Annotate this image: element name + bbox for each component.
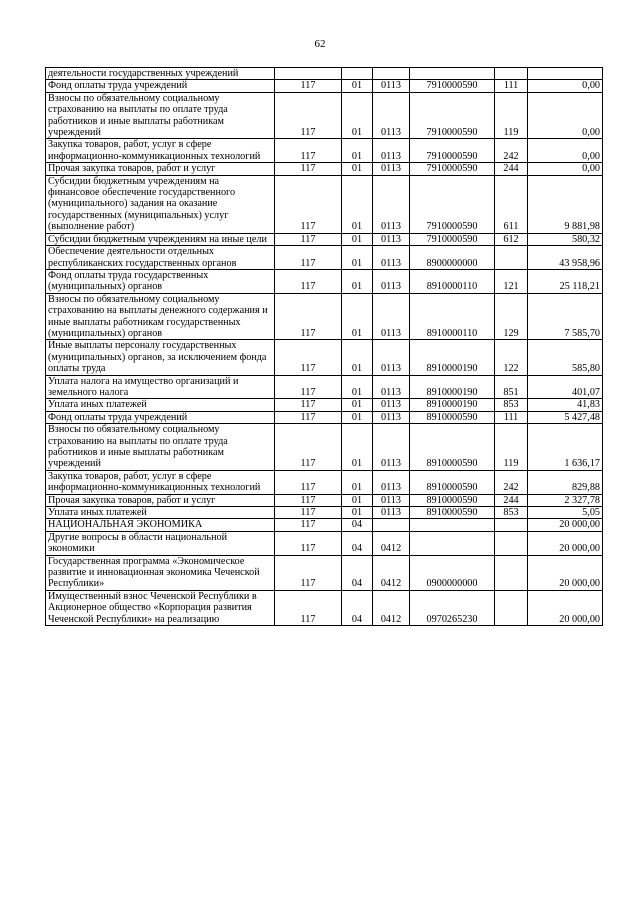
row-section-code: 01: [342, 424, 373, 471]
row-sum: 401,07: [528, 375, 603, 399]
row-name: НАЦИОНАЛЬНАЯ ЭКОНОМИКА: [46, 519, 275, 531]
table-row: [46, 424, 603, 471]
table-row: [46, 519, 603, 531]
table-row: [46, 555, 603, 590]
row-subsection-code: 0412: [373, 555, 410, 590]
row-expense-type-code: 851: [495, 375, 528, 399]
row-gr-code: 117: [275, 399, 342, 411]
table-row: [46, 470, 603, 494]
row-gr-code: 117: [275, 246, 342, 270]
row-sum: 829,88: [528, 470, 603, 494]
row-subsection-code: 0113: [373, 399, 410, 411]
table-row: [46, 399, 603, 411]
row-target-article-code: 8910000590: [410, 470, 495, 494]
row-gr-code: 117: [275, 590, 342, 625]
row-section-code: 01: [342, 507, 373, 519]
row-target-article-code: 8910000110: [410, 293, 495, 340]
row-target-article-code: 7910000590: [410, 139, 495, 163]
row-subsection-code: 0113: [373, 507, 410, 519]
row-gr-code: 117: [275, 519, 342, 531]
row-gr-code: 117: [275, 139, 342, 163]
row-expense-type-code: 244: [495, 494, 528, 506]
row-name: Прочая закупка товаров, работ и услуг: [46, 163, 275, 175]
table-row: [46, 80, 603, 92]
row-gr-code: 117: [275, 555, 342, 590]
table-row: [46, 590, 603, 625]
row-sum: 0,00: [528, 139, 603, 163]
row-target-article-code: 8910000590: [410, 411, 495, 423]
table-row: [46, 246, 603, 270]
row-target-article-code: 7910000590: [410, 80, 495, 92]
row-subsection-code: [373, 68, 410, 80]
row-target-article-code: 8910000590: [410, 424, 495, 471]
row-gr-code: 117: [275, 80, 342, 92]
row-sum: 43 958,96: [528, 246, 603, 270]
row-gr-code: 117: [275, 424, 342, 471]
row-expense-type-code: [495, 531, 528, 555]
row-name: Имущественный взнос Чеченской Республики в Акционерное общество «Корпорация развития Чеченской Республики» на реализацию: [46, 590, 275, 625]
row-name: Взносы по обязательному социальному страхованию на выплаты по оплате труда работников и иные выплаты работникам учреждений: [46, 92, 275, 139]
row-name: Взносы по обязательному социальному страхованию на выплаты по оплате труда работников и иные выплаты работникам учреждений: [46, 424, 275, 471]
row-section-code: 01: [342, 375, 373, 399]
row-name: Уплата иных платежей: [46, 507, 275, 519]
table-row: [46, 340, 603, 375]
row-sum: 20 000,00: [528, 555, 603, 590]
row-gr-code: 117: [275, 269, 342, 293]
row-section-code: 04: [342, 590, 373, 625]
row-expense-type-code: 242: [495, 470, 528, 494]
row-target-article-code: 7910000590: [410, 175, 495, 233]
row-name: Обеспечение деятельности отдельных республиканских государственных органов: [46, 246, 275, 270]
row-subsection-code: 0412: [373, 590, 410, 625]
row-gr-code: 117: [275, 163, 342, 175]
row-gr-code: 117: [275, 470, 342, 494]
row-section-code: 01: [342, 470, 373, 494]
table-row: [46, 375, 603, 399]
row-name: деятельности государственных учреждений: [46, 68, 275, 80]
row-subsection-code: 0113: [373, 92, 410, 139]
row-gr-code: 117: [275, 233, 342, 245]
row-section-code: 01: [342, 399, 373, 411]
row-gr-code: 117: [275, 411, 342, 423]
row-sum: 20 000,00: [528, 531, 603, 555]
row-sum: 2 327,78: [528, 494, 603, 506]
row-subsection-code: [373, 519, 410, 531]
table-row: [46, 293, 603, 340]
row-sum: 585,80: [528, 340, 603, 375]
row-name: Закупка товаров, работ, услуг в сфере информационно-коммуникационных технологий: [46, 139, 275, 163]
row-name: Иные выплаты персоналу государственных (муниципальных) органов, за исключением фонда оплаты труда: [46, 340, 275, 375]
row-name: Субсидии бюджетным учреждениям на иные цели: [46, 233, 275, 245]
row-target-article-code: 8910000190: [410, 375, 495, 399]
row-sum: 25 118,21: [528, 269, 603, 293]
row-section-code: [342, 68, 373, 80]
row-expense-type-code: [495, 246, 528, 270]
row-name: Фонд оплаты труда учреждений: [46, 411, 275, 423]
row-target-article-code: 8910000110: [410, 269, 495, 293]
row-target-article-code: 0970265230: [410, 590, 495, 625]
row-subsection-code: 0113: [373, 293, 410, 340]
row-subsection-code: 0113: [373, 246, 410, 270]
table-row: [46, 507, 603, 519]
row-target-article-code: 7910000590: [410, 92, 495, 139]
row-section-code: 01: [342, 411, 373, 423]
budget-table: [45, 67, 603, 626]
row-subsection-code: 0113: [373, 163, 410, 175]
page-number: 62: [314, 38, 326, 50]
row-section-code: 04: [342, 531, 373, 555]
row-subsection-code: 0113: [373, 340, 410, 375]
row-expense-type-code: 119: [495, 424, 528, 471]
row-section-code: 01: [342, 340, 373, 375]
row-expense-type-code: [495, 519, 528, 531]
row-gr-code: 117: [275, 507, 342, 519]
table-row: [46, 68, 603, 80]
row-expense-type-code: 129: [495, 293, 528, 340]
table-row: [46, 269, 603, 293]
row-subsection-code: 0113: [373, 139, 410, 163]
row-target-article-code: 7910000590: [410, 233, 495, 245]
row-section-code: 01: [342, 163, 373, 175]
table-row: [46, 531, 603, 555]
row-section-code: 01: [342, 233, 373, 245]
row-expense-type-code: 122: [495, 340, 528, 375]
row-expense-type-code: 242: [495, 139, 528, 163]
row-subsection-code: 0113: [373, 80, 410, 92]
table-row: [46, 92, 603, 139]
row-target-article-code: 8910000590: [410, 494, 495, 506]
row-gr-code: 117: [275, 175, 342, 233]
row-sum: 0,00: [528, 80, 603, 92]
row-target-article-code: [410, 531, 495, 555]
row-sum: 5,05: [528, 507, 603, 519]
row-section-code: 04: [342, 519, 373, 531]
row-section-code: 04: [342, 555, 373, 590]
row-sum: 580,32: [528, 233, 603, 245]
row-gr-code: [275, 68, 342, 80]
row-expense-type-code: 853: [495, 507, 528, 519]
row-section-code: 01: [342, 293, 373, 340]
row-sum: 20 000,00: [528, 519, 603, 531]
row-sum: 9 881,98: [528, 175, 603, 233]
row-subsection-code: 0113: [373, 175, 410, 233]
table-row: [46, 411, 603, 423]
row-subsection-code: 0113: [373, 375, 410, 399]
row-expense-type-code: 119: [495, 92, 528, 139]
row-target-article-code: 8900000000: [410, 246, 495, 270]
row-section-code: 01: [342, 175, 373, 233]
row-section-code: 01: [342, 139, 373, 163]
row-section-code: 01: [342, 246, 373, 270]
row-name: Фонд оплаты труда государственных (муниципальных) органов: [46, 269, 275, 293]
table-row: [46, 494, 603, 506]
row-name: Уплата налога на имущество организаций и земельного налога: [46, 375, 275, 399]
row-expense-type-code: 853: [495, 399, 528, 411]
row-target-article-code: [410, 68, 495, 80]
row-expense-type-code: 612: [495, 233, 528, 245]
row-name: Закупка товаров, работ, услуг в сфере информационно-коммуникационных технологий: [46, 470, 275, 494]
row-section-code: 01: [342, 494, 373, 506]
row-gr-code: 117: [275, 293, 342, 340]
row-expense-type-code: 111: [495, 411, 528, 423]
row-expense-type-code: 244: [495, 163, 528, 175]
row-subsection-code: 0113: [373, 424, 410, 471]
row-subsection-code: 0113: [373, 470, 410, 494]
row-sum: 41,83: [528, 399, 603, 411]
row-gr-code: 117: [275, 92, 342, 139]
row-subsection-code: 0412: [373, 531, 410, 555]
row-target-article-code: 8910000190: [410, 340, 495, 375]
row-name: Субсидии бюджетным учреждениям на финансовое обеспечение государственного (муниципального) задания на оказание государственных (муниципальных) услуг (выполнение работ): [46, 175, 275, 233]
row-section-code: 01: [342, 92, 373, 139]
row-gr-code: 117: [275, 340, 342, 375]
row-name: Прочая закупка товаров, работ и услуг: [46, 494, 275, 506]
row-name: Уплата иных платежей: [46, 399, 275, 411]
row-expense-type-code: 111: [495, 80, 528, 92]
row-section-code: 01: [342, 80, 373, 92]
row-section-code: 01: [342, 269, 373, 293]
table-row: [46, 139, 603, 163]
row-subsection-code: 0113: [373, 411, 410, 423]
row-sum: 1 636,17: [528, 424, 603, 471]
row-name: Государственная программа «Экономическое развитие и инновационная экономика Чеченской Республики»: [46, 555, 275, 590]
row-name: Взносы по обязательному социальному страхованию на выплаты денежного содержания и иные выплаты работникам государственных (муниципальных) органов: [46, 293, 275, 340]
row-target-article-code: 0900000000: [410, 555, 495, 590]
row-target-article-code: 8910000590: [410, 507, 495, 519]
row-gr-code: 117: [275, 531, 342, 555]
row-subsection-code: 0113: [373, 269, 410, 293]
row-sum: 20 000,00: [528, 590, 603, 625]
row-sum: 0,00: [528, 163, 603, 175]
row-expense-type-code: 121: [495, 269, 528, 293]
row-target-article-code: 8910000190: [410, 399, 495, 411]
table-row: [46, 163, 603, 175]
row-expense-type-code: 611: [495, 175, 528, 233]
row-name: Фонд оплаты труда учреждений: [46, 80, 275, 92]
table-row: [46, 175, 603, 233]
row-target-article-code: [410, 519, 495, 531]
row-sum: [528, 68, 603, 80]
row-subsection-code: 0113: [373, 233, 410, 245]
row-gr-code: 117: [275, 494, 342, 506]
table-row: [46, 233, 603, 245]
row-expense-type-code: [495, 555, 528, 590]
row-target-article-code: 7910000590: [410, 163, 495, 175]
row-name: Другие вопросы в области национальной экономики: [46, 531, 275, 555]
row-expense-type-code: [495, 590, 528, 625]
row-subsection-code: 0113: [373, 494, 410, 506]
row-sum: 7 585,70: [528, 293, 603, 340]
row-gr-code: 117: [275, 375, 342, 399]
row-expense-type-code: [495, 68, 528, 80]
row-sum: 5 427,48: [528, 411, 603, 423]
row-sum: 0,00: [528, 92, 603, 139]
